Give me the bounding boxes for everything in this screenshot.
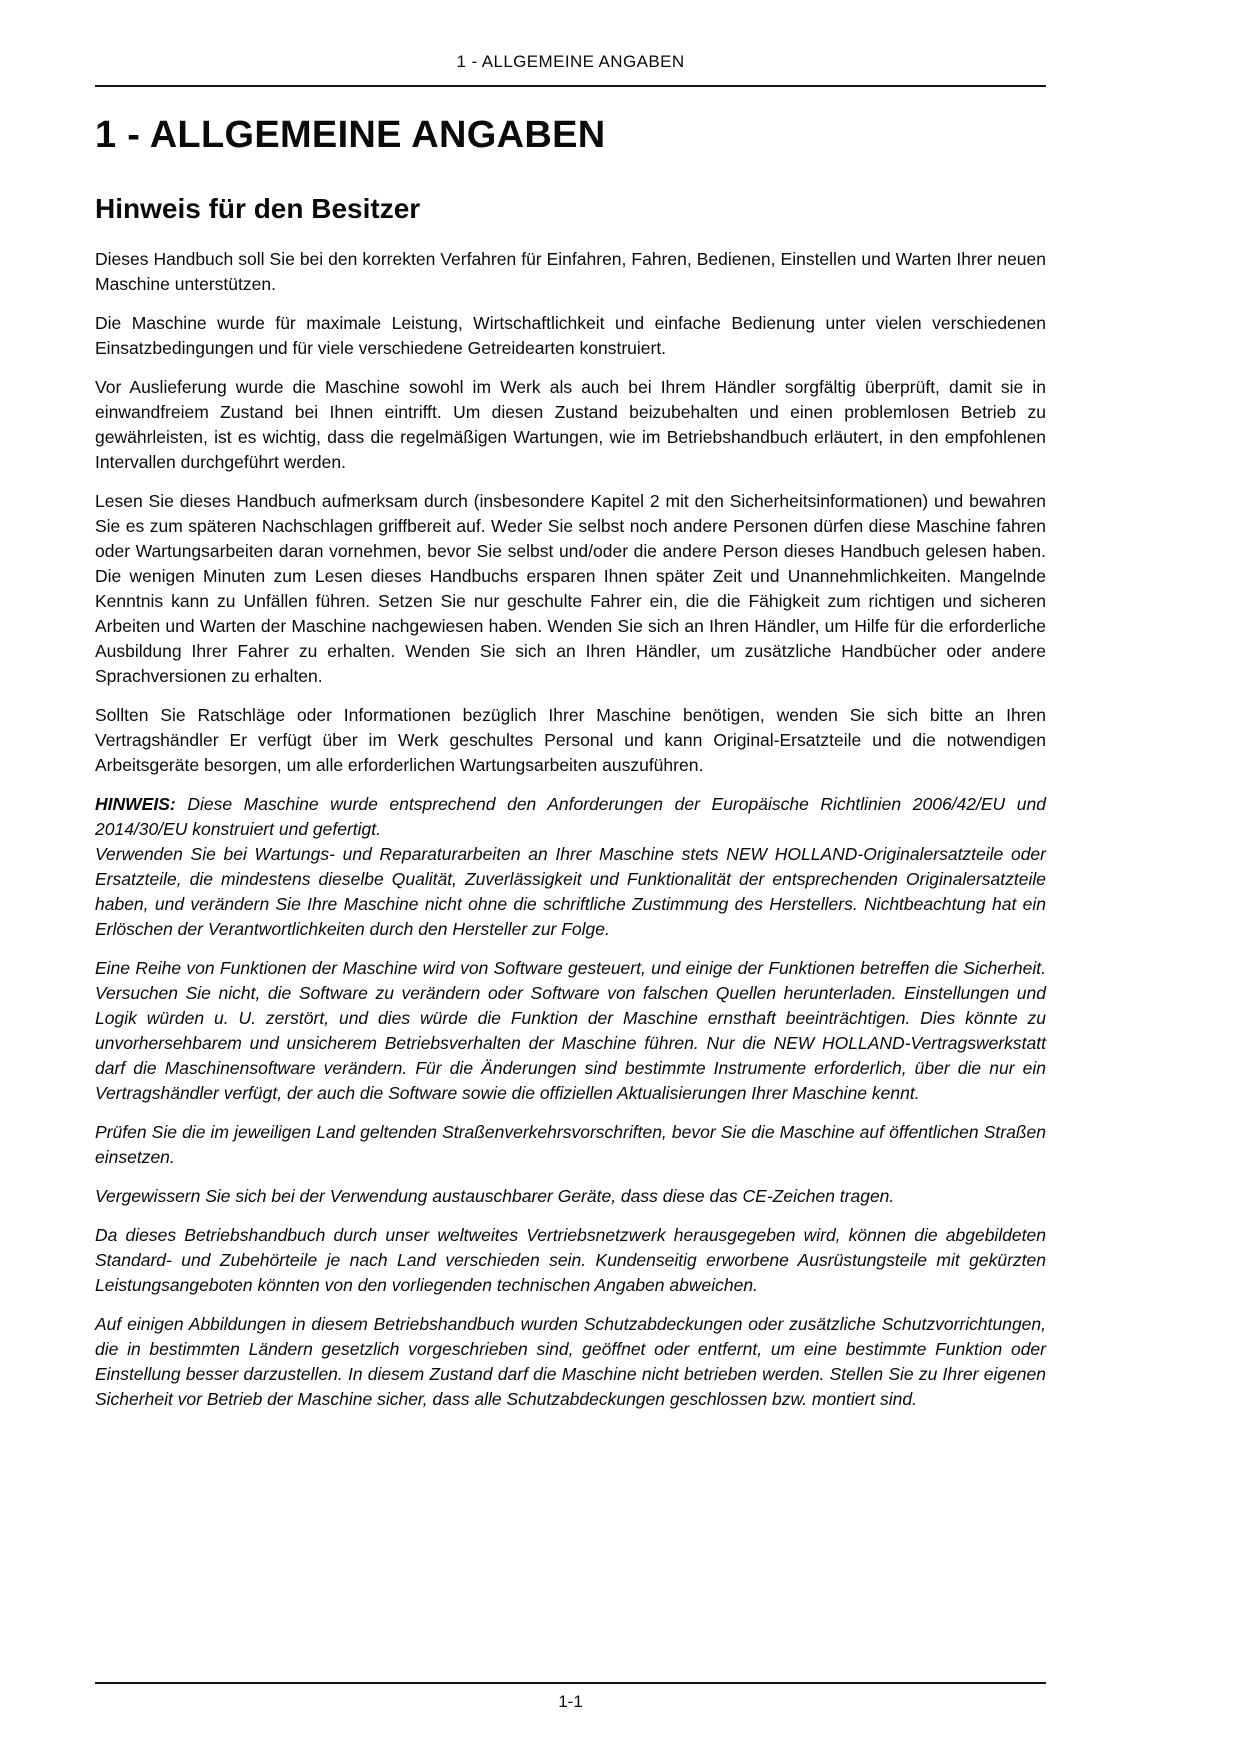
note-text: Diese Maschine wurde entsprechend den Anforderungen der Europäische Richtlinien 2006/42/EU und 2014/30/EU konstruiert und gefertigt. bbox=[95, 794, 1046, 839]
footer-divider bbox=[95, 1682, 1046, 1684]
note-label: HINWEIS: bbox=[95, 794, 176, 814]
paragraph-original-parts: Verwenden Sie bei Wartungs- und Reparaturarbeiten an Ihrer Maschine stets NEW HOLLAND-Originalersatzteile oder Ersatzteile, die mindestens dieselbe Qualität, Zuverlässigkeit und Funktionalität der entsprechenden Originalersatzteile haben, und verändern Sie Ihre Maschine nicht ohne die schriftliche Zustimmung des Herstellers. Nichtbeachtung hat ein Erlöschen der Verantwortlichkeiten durch den Hersteller zur Folge. bbox=[95, 844, 1046, 939]
page-number: 1-1 bbox=[558, 1692, 583, 1711]
paragraph-regional-differences: Da dieses Betriebshandbuch durch unser weltweites Vertriebsnetzwerk herausgegeben wird, können die abgebildeten Standard- und Zubehörteile je nach Land verschieden sein. Kundenseitig erworbene Ausrüstungsteile mit gekürzten Leistungsangeboten könnten von den vorliegenden technischen Angaben abweichen. bbox=[95, 1225, 1046, 1295]
paragraph-guards-removed: Auf einigen Abbildungen in diesem Betriebshandbuch wurden Schutzabdeckungen oder zusätzliche Schutzvorrichtungen, die in bestimmten Ländern gesetzlich vorgeschrieben sind, geöffnet oder entfernt, um eine bestimmte Funktion oder Einstellung besser darzustellen. In diesem Zustand darf die Maschine nicht betrieben werden. Stellen Sie zu Ihrer eigenen Sicherheit vor Betrieb der Maschine sicher, dass alle Schutzabdeckungen geschlossen bzw. montiert sind. bbox=[95, 1314, 1046, 1409]
header-divider bbox=[95, 85, 1046, 87]
paragraph-owner-note-1: Dieses Handbuch soll Sie bei den korrekten Verfahren für Einfahren, Fahren, Bedienen, Einstellen und Warten Ihrer neuen Maschine unterstützen. bbox=[95, 249, 1046, 294]
paragraph-dealer-advice: Sollten Sie Ratschläge oder Informationen bezüglich Ihrer Maschine benötigen, wenden Sie sich bitte an Ihren Vertragshändler Er verfügt über im Werk geschultes Personal und kann Original-Ersatzteile und die notwendigen Arbeitsgeräte besorgen, um alle erforderlichen Wartungsarbeiten auszuführen. bbox=[95, 705, 1046, 775]
paragraph-machine-design: Die Maschine wurde für maximale Leistung, Wirtschaftlichkeit und einfache Bedienung unter vielen verschiedenen Einsatzbedingungen und für viele verschiedene Getreidearten konstruiert. bbox=[95, 313, 1046, 358]
paragraph-traffic-rules: Prüfen Sie die im jeweiligen Land geltenden Straßenverkehrsvorschriften, bevor Sie die Maschine auf öffentlichen Straßen einsetzen. bbox=[95, 1122, 1046, 1167]
running-header: 1 - ALLGEMEINE ANGABEN bbox=[456, 52, 685, 71]
paragraph-delivery-inspection: Vor Auslieferung wurde die Maschine sowohl im Werk als auch bei Ihrem Händler sorgfältig überprüft, damit sie in einwandfreiem Zustand bei Ihnen eintrifft. Um diesen Zustand beizubehalten und einen problemlosen Betrieb zu gewährleisten, ist es wichtig, dass die regelmäßigen Wartungen, wie im Betriebshandbuch erläutert, in den empfohlenen Intervallen durchgeführt werden. bbox=[95, 377, 1046, 472]
section-heading: Hinweis für den Besitzer bbox=[95, 193, 421, 224]
paragraph-read-manual: Lesen Sie dieses Handbuch aufmerksam durch (insbesondere Kapitel 2 mit den Sicherheitsinformationen) und bewahren Sie es zum späteren Nachschlagen griffbereit auf. Weder Sie selbst noch andere Personen dürfen diese Maschine fahren oder Wartungsarbeiten daran vornehmen, bevor Sie selbst und/oder die andere Person dieses Handbuch gelesen haben. Die wenigen Minuten zum Lesen dieses Handbuchs ersparen Ihnen später Zeit und Unannehmlichkeiten. Mangelnde Kenntnis kann zu Unfällen führen. Setzen Sie nur geschulte Fahrer ein, die die Fähigkeit zum richtigen und sicheren Arbeiten und Warten der Maschine nachgewiesen haben. Wenden Sie sich an Ihren Händler, um Hilfe für die erforderliche Ausbildung Ihrer Fahrer zu erhalten. Wenden Sie sich an Ihren Händler, um zusätzliche Handbücher oder andere Sprachversionen zu erhalten. bbox=[95, 491, 1046, 686]
paragraph-software-warning: Eine Reihe von Funktionen der Maschine wird von Software gesteuert, und einige der Funktionen betreffen die Sicherheit. Versuchen Sie nicht, die Software zu verändern oder Software von falschen Quellen herunterladen. Einstellungen und Logik würden u. U. zerstört, und dies würde die Funktion der Maschine ernsthaft beeinträchtigen. Dies könnte zu unvorhersehbarem und unsicherem Betriebsverhalten der Maschine führen. Nur die NEW HOLLAND-Vertragswerkstatt darf die Maschinensoftware verändern. Für die Änderungen sind bestimmte Instrumente erforderlich, über die nur ein Vertragshändler verfügt, der auch die Software sowie die offiziellen Aktualisierungen Ihrer Maschine kennt. bbox=[95, 958, 1046, 1103]
note-paragraph bbox=[95, 792, 1046, 842]
paragraph-ce-mark: Vergewissern Sie sich bei der Verwendung austauschbarer Geräte, dass diese das CE-Zeichen tragen. bbox=[95, 1186, 895, 1206]
page-footer bbox=[95, 1682, 1046, 1712]
body-text bbox=[95, 233, 1046, 1412]
chapter-title: 1 - ALLGEMEINE ANGABEN bbox=[95, 114, 606, 156]
